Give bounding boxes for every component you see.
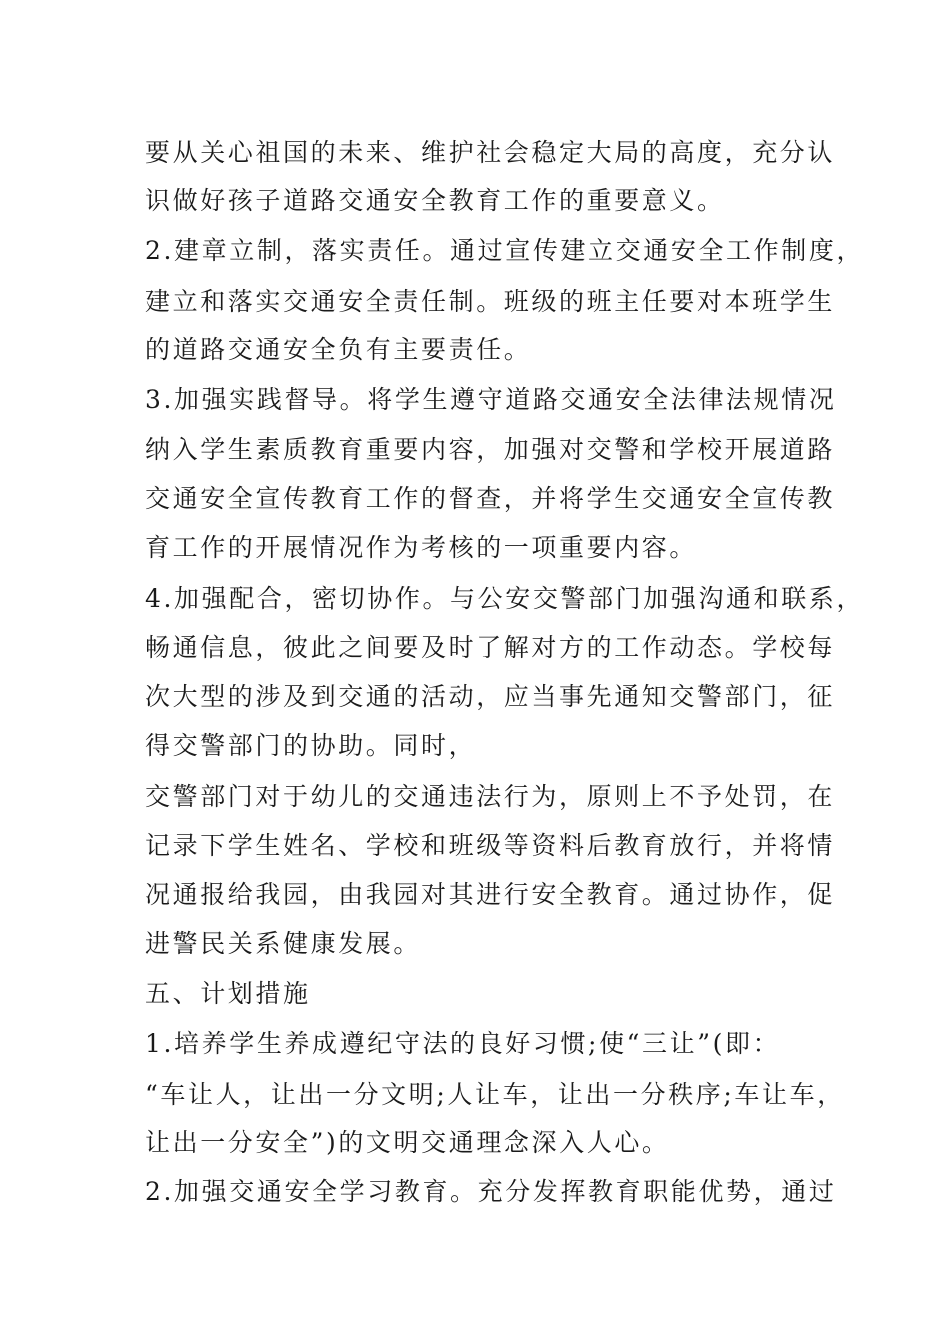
text-line: 纳入学生素质教育重要内容，加强对交警和学校开展道路 xyxy=(145,435,836,464)
text-line: 记录下学生姓名、学校和班级等资料后教育放行，并将情 xyxy=(145,831,836,860)
text-line: “车让人，让出一分文明;人让车，让出一分秩序;车让车， xyxy=(145,1080,845,1109)
text-line: 1.培养学生养成遵纪守法的良好习惯;使“三让”(即： xyxy=(145,1029,781,1058)
text-line: 得交警部门的协助。同时， xyxy=(145,731,477,760)
text-line: 2.建章立制，落实责任。通过宣传建立交通安全工作制度， xyxy=(145,236,865,265)
text-line: 3.加强实践督导。将学生遵守道路交通安全法律法规情况 xyxy=(145,385,837,414)
text-line: 进警民关系健康发展。 xyxy=(145,929,422,958)
text-line: 识做好孩子道路交通安全教育工作的重要意义。 xyxy=(145,186,725,215)
text-line: 建立和落实交通安全责任制。班级的班主任要对本班学生 xyxy=(145,287,836,316)
text-line: 次大型的涉及到交通的活动，应当事先通知交警部门，征 xyxy=(145,682,836,711)
text-line: 的道路交通安全负有主要责任。 xyxy=(145,335,532,364)
text-line: 4.加强配合，密切协作。与公安交警部门加强沟通和联系， xyxy=(145,584,865,613)
text-line: 育工作的开展情况作为考核的一项重要内容。 xyxy=(145,533,698,562)
text-line: 交通安全宣传教育工作的督查，并将学生交通安全宣传教 xyxy=(145,484,836,513)
section-heading: 五、计划措施 xyxy=(145,979,311,1008)
text-line: 况通报给我园，由我园对其进行安全教育。通过协作，促 xyxy=(145,880,836,909)
text-line: 畅通信息，彼此之间要及时了解对方的工作动态。学校每 xyxy=(145,633,836,662)
text-line: 交警部门对于幼儿的交通违法行为，原则上不予处罚，在 xyxy=(145,782,836,811)
text-line: 要从关心祖国的未来、维护社会稳定大局的高度，充分认 xyxy=(145,138,836,167)
text-line: 2.加强交通安全学习教育。充分发挥教育职能优势，通过 xyxy=(145,1177,837,1206)
text-line: 让出一分安全”)的文明交通理念深入人心。 xyxy=(145,1128,670,1157)
